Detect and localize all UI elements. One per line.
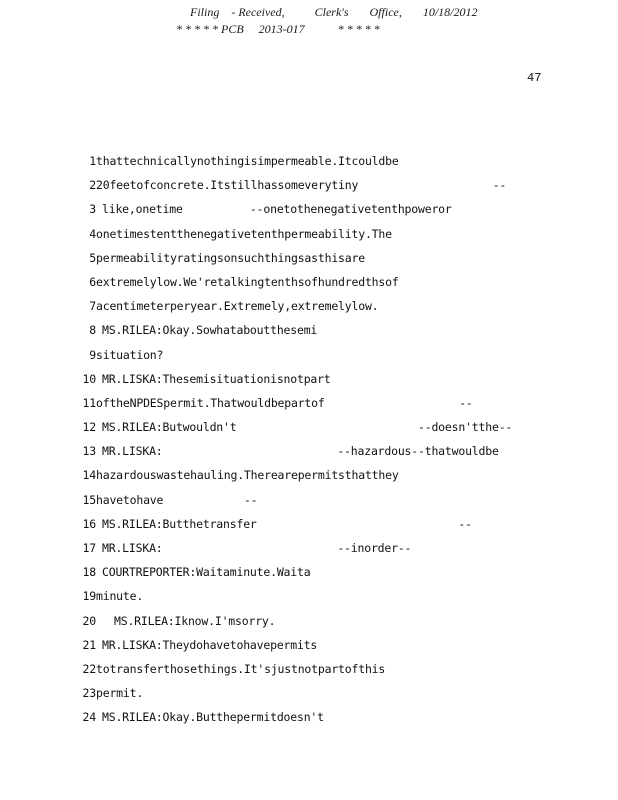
line-number: 11 xyxy=(82,395,96,410)
transcript-line xyxy=(88,299,588,323)
line-text: MR.LISKA:Theydohavetohavepermits xyxy=(102,637,318,652)
line-text: situation? xyxy=(96,347,164,362)
transcript-line xyxy=(80,662,588,686)
line-number: 5 xyxy=(89,250,96,265)
transcript-body xyxy=(82,154,588,735)
line-number: 17 xyxy=(82,541,96,555)
line-number: 22 xyxy=(82,661,96,676)
line-text: MR.LISKA: --inorder-- xyxy=(102,541,412,555)
line-number: 12 xyxy=(82,420,96,435)
line-text: MR.LISKA: --hazardous--thatwouldbe xyxy=(102,444,499,459)
transcript-line xyxy=(80,372,588,396)
transcript-line xyxy=(80,638,588,662)
line-text: MR.LISKA:Thesemisituationisnotpart xyxy=(102,371,331,386)
line-number: 21 xyxy=(82,637,96,652)
transcript-line xyxy=(80,468,588,492)
transcript-line xyxy=(88,154,588,178)
transcript-line xyxy=(80,686,588,710)
line-number: 2 xyxy=(89,178,96,193)
line-text: totransferthosethings.It'sjustnotpartofthis xyxy=(96,661,386,676)
line-text: COURTREPORTER:Waitaminute.Waita xyxy=(102,565,311,580)
line-number: 8 xyxy=(89,323,96,338)
line-number: 24 xyxy=(82,710,96,725)
line-text: minute. xyxy=(96,589,144,604)
transcript-line xyxy=(80,396,588,420)
filing-stamp-line-2: * * * * * PCB 2013-017 * * * * * xyxy=(176,22,380,36)
line-number: 7 xyxy=(89,299,96,314)
line-number: 9 xyxy=(89,347,96,362)
transcript-line xyxy=(80,517,588,541)
line-text: 20feetofconcrete.Itstillhassomeverytiny -- xyxy=(96,178,507,193)
line-number: 23 xyxy=(82,686,96,701)
line-number: 19 xyxy=(82,589,96,604)
line-number: 20 xyxy=(82,613,96,628)
line-text: oftheNPDESpermit.Thatwouldbepartof -- xyxy=(96,395,473,410)
line-number: 16 xyxy=(82,516,96,531)
transcript-line xyxy=(88,275,588,299)
line-number: 18 xyxy=(82,565,96,580)
line-number: 15 xyxy=(82,492,96,507)
page-number: 47 xyxy=(527,71,542,85)
transcript-line xyxy=(80,493,588,517)
line-text: MS.RILEA:Butwouldn't --doesn'tthe-- xyxy=(102,420,513,435)
transcript-line xyxy=(88,323,588,347)
transcript-line xyxy=(88,202,588,226)
line-text: hazardouswastehauling.Therearepermitsthatthey xyxy=(96,468,399,483)
transcript-line xyxy=(80,565,588,589)
line-text: like,onetime --onetothenegativetenthpoweror xyxy=(102,202,452,217)
transcript-line xyxy=(80,541,588,565)
line-text: MS.RILEA:Iknow.I'msorry. xyxy=(114,613,276,628)
line-text: permit. xyxy=(96,686,144,701)
line-text: permeabilityratingsonsuchthingsasthisare xyxy=(96,250,365,265)
line-number: 4 xyxy=(89,226,96,241)
line-number: 6 xyxy=(89,274,96,289)
line-text: MS.RILEA:Okay.Sowhataboutthesemi xyxy=(102,323,318,338)
transcript-line xyxy=(88,227,588,251)
line-number: 13 xyxy=(82,444,96,459)
transcript-line xyxy=(88,348,588,372)
line-text: extremelylow.We'retalkingtenthsofhundredthsof xyxy=(96,274,399,289)
line-number: 1 xyxy=(89,154,96,168)
transcript-line xyxy=(88,251,588,275)
transcript-line xyxy=(80,420,588,444)
line-number: 10 xyxy=(82,371,96,386)
line-text: thattechnicallynothingisimpermeable.Itcouldbe xyxy=(96,154,399,168)
transcript-line xyxy=(80,710,588,734)
filing-stamp-line-1: Filing - Received, Clerk's Office, 10/18/2012 xyxy=(190,5,478,19)
transcript-line xyxy=(80,589,588,613)
transcript-line xyxy=(80,614,588,638)
line-text: MS.RILEA:Okay.Butthepermitdoesn't xyxy=(102,710,324,725)
line-number: 14 xyxy=(82,468,96,483)
transcript-line xyxy=(88,178,588,202)
line-number: 3 xyxy=(89,202,96,217)
line-text: acentimeterperyear.Extremely,extremelylow. xyxy=(96,299,379,314)
line-text: MS.RILEA:Butthetransfer -- xyxy=(102,516,472,531)
line-text: havetohave -- xyxy=(96,492,258,507)
line-text: onetimestentthenegativetenthpermeability.The xyxy=(96,226,392,241)
transcript-line xyxy=(80,444,588,468)
